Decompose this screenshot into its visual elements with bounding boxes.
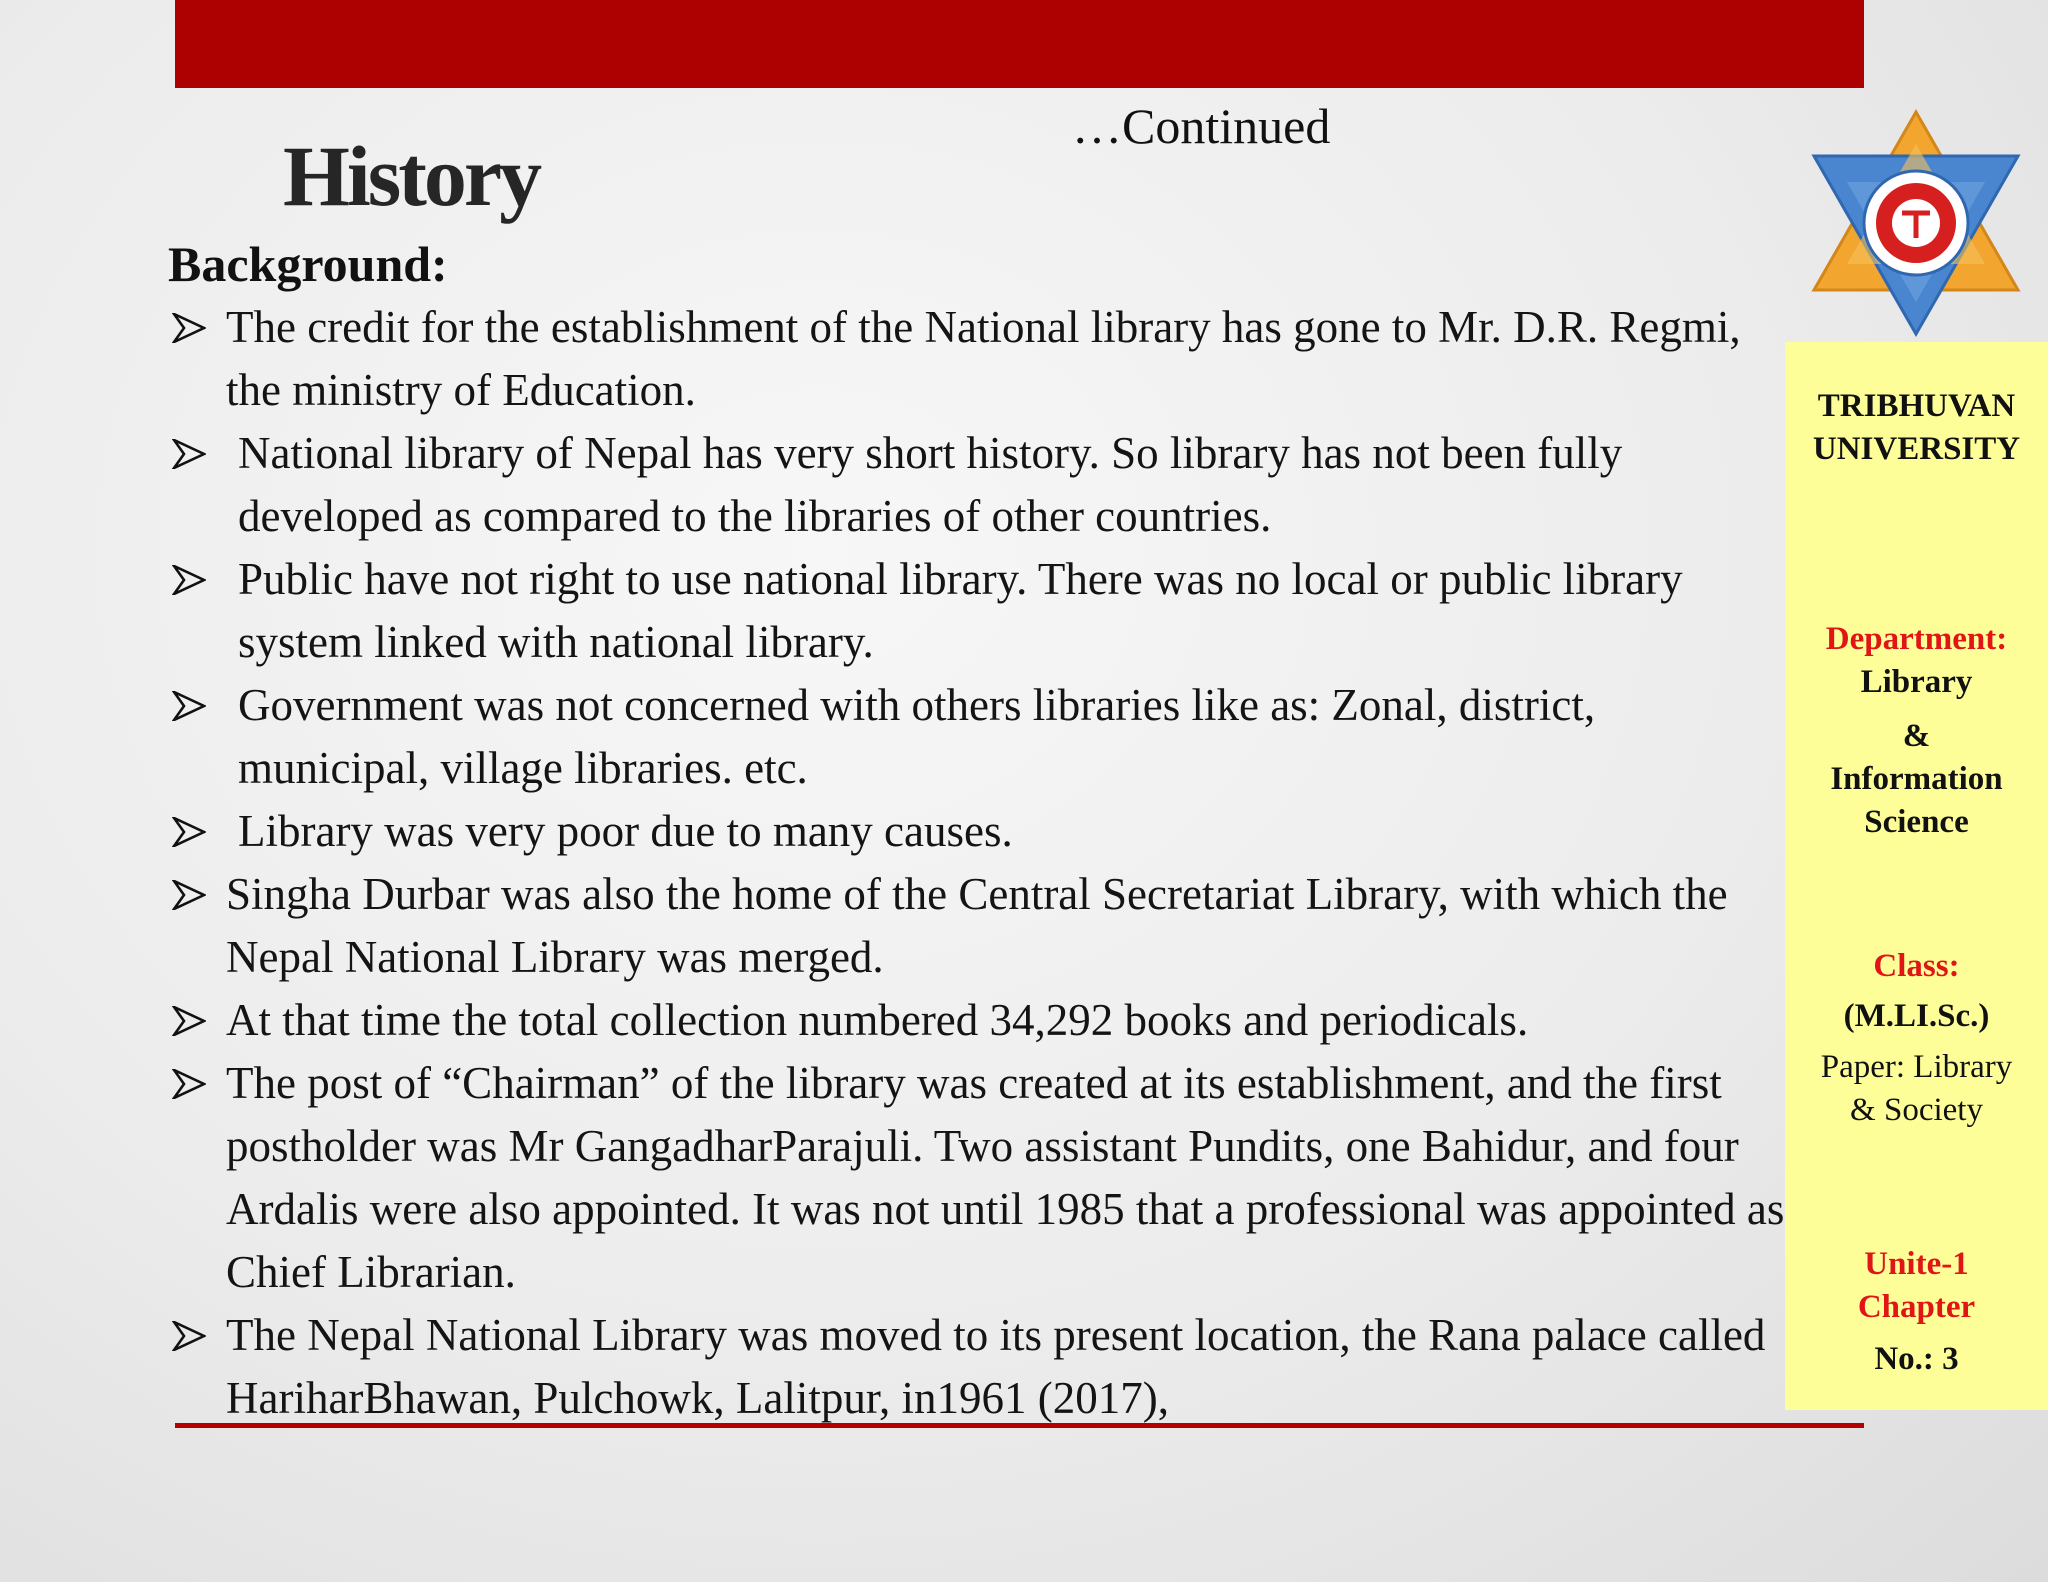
bullet-text: Government was not concerned with others libraries like as: Zonal, district, municipal, village libraries. etc. xyxy=(238,680,1596,793)
arrow-bullet-icon xyxy=(172,1069,206,1099)
university-name-line-1: TRIBHUVAN xyxy=(1817,388,2016,424)
department-line-2: & xyxy=(1902,718,1931,754)
bullet-text: Library was very poor due to many causes. xyxy=(238,806,1013,856)
background-heading: Background: xyxy=(168,236,448,292)
paper-line-1: Paper: Library xyxy=(1820,1049,2013,1085)
bullet-text: At that time the total collection numbered 34,292 books and periodicals. xyxy=(226,995,1529,1045)
bullet-item xyxy=(168,1304,1788,1430)
bullet-item xyxy=(168,422,1788,548)
chapter-number: No.: 3 xyxy=(1874,1341,1959,1377)
bullet-item xyxy=(168,674,1788,800)
class-value: (M.LI.Sc.) xyxy=(1843,998,1990,1034)
bullet-text: The Nepal National Library was moved to its present location, the Rana palace called HariharBhawan, Pulchowk, Lalitpur, in1961 (2017), xyxy=(226,1310,1766,1423)
bullet-item xyxy=(168,989,1788,1052)
unit-line-1: Unite-1 xyxy=(1864,1246,1969,1282)
slide-title: History xyxy=(283,128,540,224)
arrow-bullet-icon xyxy=(172,565,206,595)
arrow-bullet-icon xyxy=(172,817,206,847)
bullet-text: The post of “Chairman” of the library was created at its establishment, and the first postholder was Mr GangadharParajuli. Two assistant Pundits, one Bahidur, and four Ardalis were also appointed. It was not until 1985 that a professional was appointed as Chief Librarian. xyxy=(226,1058,1785,1297)
arrow-bullet-icon xyxy=(172,1321,206,1351)
class-label: Class: xyxy=(1873,948,1960,984)
bullet-text: Singha Durbar was also the home of the Central Secretariat Library, with which the Nepal National Library was merged. xyxy=(226,869,1728,982)
continued-label: …Continued xyxy=(1072,98,1331,154)
department-line-1: Library xyxy=(1860,664,1973,700)
department-line-4: Science xyxy=(1864,804,1969,840)
bullet-text: The credit for the establishment of the National library has gone to Mr. D.R. Regmi, the ministry of Education. xyxy=(226,302,1741,415)
bullet-item xyxy=(168,548,1788,674)
bullet-item xyxy=(168,296,1788,422)
arrow-bullet-icon xyxy=(172,1006,206,1036)
unit-line-2: Chapter xyxy=(1857,1289,1976,1325)
bullet-text: Public have not right to use national library. There was no local or public library system linked with national library. xyxy=(238,554,1683,667)
bottom-accent-rule xyxy=(175,1423,1864,1428)
department-line-3: Information xyxy=(1830,761,2003,797)
paper-line-2: & Society xyxy=(1850,1092,1983,1128)
department-label: Department: xyxy=(1825,621,2008,657)
arrow-bullet-icon xyxy=(172,691,206,721)
bullet-list xyxy=(168,296,1788,1430)
arrow-bullet-icon xyxy=(172,439,206,469)
bullet-item xyxy=(168,1052,1788,1304)
top-accent-bar xyxy=(175,0,1864,88)
university-name-line-2: UNIVERSITY xyxy=(1812,431,2021,467)
bullet-text: National library of Nepal has very short history. So library has not been fully developed as compared to the libraries of other countries. xyxy=(238,428,1623,541)
tribhuvan-university-emblem-icon xyxy=(1785,104,2048,342)
bullet-item xyxy=(168,863,1788,989)
arrow-bullet-icon xyxy=(172,880,206,910)
bullet-item xyxy=(168,800,1788,863)
arrow-bullet-icon xyxy=(172,313,206,343)
